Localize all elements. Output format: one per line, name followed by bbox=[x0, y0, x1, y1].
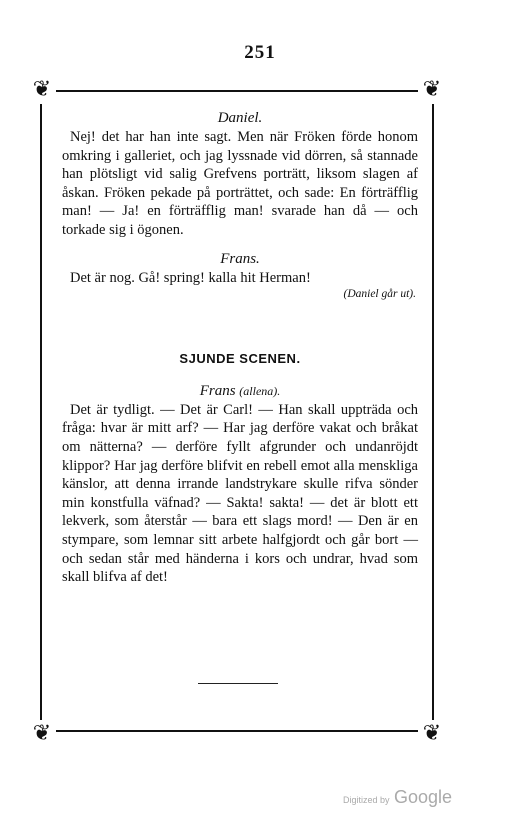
speaker-name: Frans. bbox=[220, 250, 260, 267]
speaker-name: Daniel. bbox=[217, 110, 263, 126]
frame-top-rule bbox=[50, 90, 422, 92]
corner-ornament-icon: ❦ bbox=[28, 720, 56, 748]
section-end-rule bbox=[198, 683, 278, 684]
dialogue-paragraph: Nej! det har han inte sagt. Men när Fröken förde honom omkring i galleriet, och jag lyssnade vid dörren, så stannade han plötsligt vid salig Grefvens porträtt, liksom slagen af åskan. Fröken pekade på porträttet, och sade: En förträfflig man! — Ja! en förträfflig man! svarade han då — och torkade sig i ögonen. bbox=[62, 129, 418, 238]
watermark-brand: Google bbox=[393, 787, 453, 807]
speaker-name: Frans bbox=[199, 382, 236, 399]
corner-ornament-icon: ❦ bbox=[418, 76, 446, 104]
page-number: 251 bbox=[244, 42, 276, 63]
corner-ornament-icon: ❦ bbox=[28, 76, 56, 104]
page-content bbox=[62, 108, 418, 587]
speaker-heading bbox=[62, 381, 418, 401]
dialogue-paragraph: Det är nog. Gå! spring! kalla hit Herman! bbox=[70, 269, 311, 286]
stage-direction: (allena). bbox=[239, 383, 281, 398]
stage-direction: (Daniel går ut). bbox=[343, 288, 416, 301]
scene-title: SJUNDE SCENEN. bbox=[179, 351, 301, 367]
frame-bottom-rule bbox=[50, 730, 422, 732]
watermark-prefix: Digitized by bbox=[343, 795, 390, 805]
corner-ornament-icon: ❦ bbox=[418, 720, 446, 748]
google-watermark bbox=[343, 787, 452, 808]
monologue-paragraph: Det är tydligt. — Det är Carl! — Han skall uppträda och fråga: hvar är mitt arf? — Har jag derföre vakat och bråkat om nätterna? — derföre fyllt afgrunder och undanröjdt klippor? Har jag derföre blifvit en rebell emot alla menskliga känslor, att denna irrande landstrykare skulle rifva sönder min konstfulla väfnad? — Sakta! sakta! — det är blott ett lekverk, som återstår — bara ett slags mord! — Den är en stympare, som lemnar sitt arbete halfgjordt och går bort — och sedan står med händerna i kors och undrar, hvad som skall blifva af det! bbox=[62, 401, 418, 586]
frame-right-rule bbox=[432, 102, 434, 722]
frame-left-rule bbox=[40, 102, 42, 722]
